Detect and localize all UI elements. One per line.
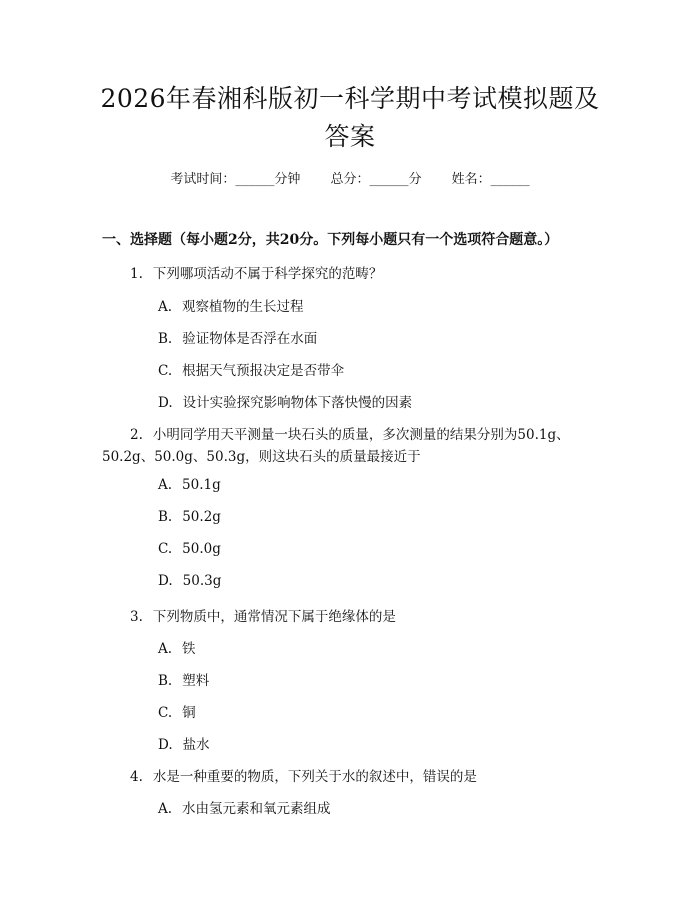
question-3 [130, 605, 396, 625]
option-letter: D. [158, 395, 173, 411]
question-3-option-a [158, 637, 196, 657]
option-text: 盐水 [182, 737, 210, 753]
question-2-option-d [158, 573, 221, 589]
option-text: 水由氢元素和氧元素组成 [182, 801, 331, 817]
option-letter: C. [158, 363, 173, 379]
option-text: 验证物体是否浮在水面 [182, 331, 318, 347]
total-score-field: 总分：______分 [330, 172, 422, 187]
question-2-option-a [158, 477, 221, 493]
question-text: 水是一种重要的物质，下列关于水的叙述中，错误的是 [152, 769, 477, 785]
option-letter: C. [158, 705, 173, 721]
question-2-option-b [158, 509, 221, 525]
option-letter: A. [158, 801, 173, 817]
option-letter: B. [158, 331, 173, 347]
question-text: 下列哪项活动不属于科学探究的范畴？ [152, 266, 383, 282]
option-text: 根据天气预报决定是否带伞 [182, 363, 345, 379]
option-text: 50.1g [182, 477, 221, 493]
option-letter: D. [158, 737, 173, 753]
question-text: 下列物质中，通常情况下属于绝缘体的是 [152, 609, 396, 625]
question-1-option-a [158, 295, 304, 315]
option-text: 铜 [182, 705, 196, 721]
section-heading: 一、选择题（每小题2分，共20分。下列每小题只有一个选项符合题意。） [102, 232, 559, 248]
question-3-option-d [158, 733, 210, 753]
question-2-option-c [158, 541, 221, 557]
option-letter: A. [158, 299, 173, 315]
question-text: 小明同学用天平测量一块石头的质量，多次测量的结果分别为50.1g、 [152, 427, 570, 443]
title-line-1: 2026年春湘科版初一科学期中考试模拟题及 [100, 84, 600, 113]
question-number: 1. [130, 266, 143, 282]
question-2 [130, 423, 570, 443]
option-text: 50.2g [182, 509, 221, 525]
option-letter: A. [158, 477, 173, 493]
question-3-option-b [158, 669, 209, 689]
option-letter: D. [158, 573, 173, 589]
document-title [60, 80, 640, 156]
title-line-2: 答案 [324, 122, 376, 151]
student-name-field: 姓名：______ [451, 172, 530, 187]
question-number: 3. [130, 609, 143, 625]
question-1-option-c [158, 359, 344, 379]
question-1-option-d [158, 391, 412, 411]
question-4 [130, 765, 477, 785]
exam-time-field: 考试时间：______分钟 [170, 172, 301, 187]
option-text: 塑料 [182, 673, 210, 689]
question-1 [130, 262, 382, 282]
question-number: 2. [130, 427, 143, 443]
option-text: 50.0g [182, 541, 221, 557]
option-letter: B. [158, 509, 173, 525]
option-letter: B. [158, 673, 173, 689]
option-text: 50.3g [182, 573, 222, 589]
exam-meta [0, 168, 700, 187]
question-4-option-a [158, 797, 331, 817]
question-1-option-b [158, 327, 317, 347]
option-text: 设计实验探究影响物体下落快慢的因素 [182, 395, 413, 411]
option-text: 铁 [182, 641, 196, 657]
option-letter: C. [158, 541, 173, 557]
option-text: 观察植物的生长过程 [182, 299, 304, 315]
option-letter: A. [158, 641, 173, 657]
question-3-option-c [158, 701, 196, 721]
question-number: 4. [130, 769, 143, 785]
question-2-continuation: 50.2g、50.0g、50.3g，则这块石头的质量最接近于 [102, 449, 421, 465]
